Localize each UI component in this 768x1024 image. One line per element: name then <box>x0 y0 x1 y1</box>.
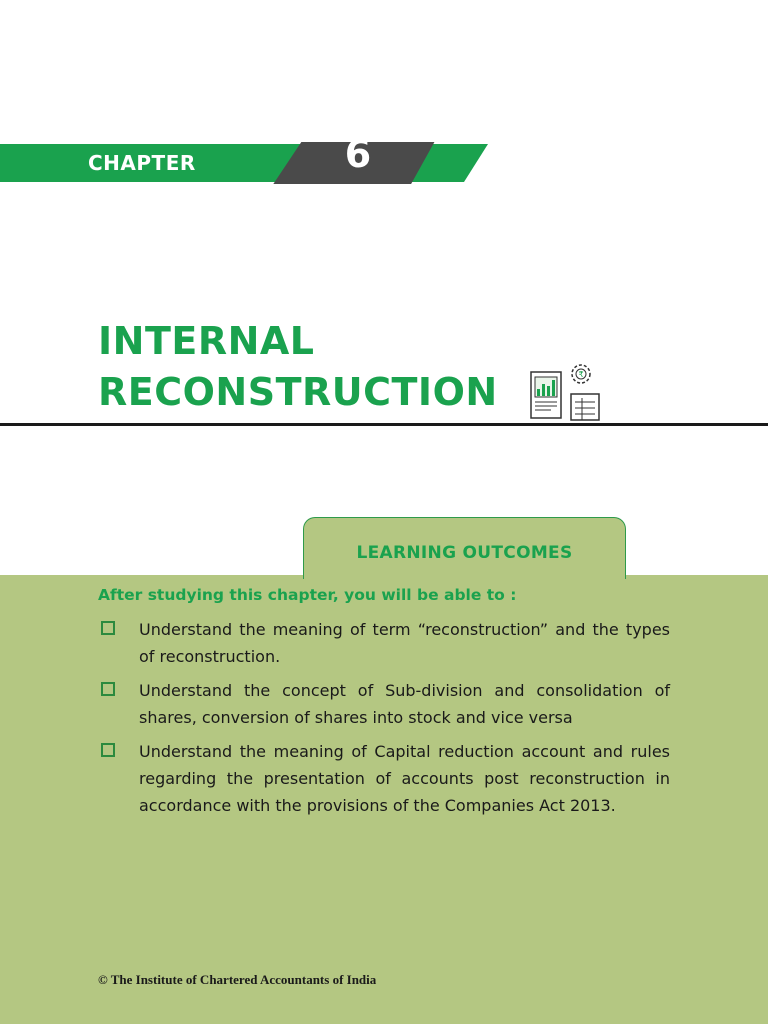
list-item <box>98 677 670 731</box>
learning-outcomes-heading: LEARNING OUTCOMES <box>356 543 573 563</box>
learning-outcomes-list <box>98 616 670 826</box>
chapter-label: CHAPTER <box>88 151 196 175</box>
chapter-number: 6 <box>344 132 372 176</box>
outcome-text: Understand the meaning of Capital reduction account and rules regarding the presentation of accounts post reconstruction in accordance with the provisions of the Companies Act 2013. <box>139 742 670 815</box>
checkbox-bullet-icon <box>101 621 115 635</box>
chapter-title-line-2: RECONSTRUCTION <box>98 370 498 414</box>
learning-outcomes-tab <box>303 517 626 579</box>
title-rule <box>0 423 768 426</box>
outcome-text: Understand the concept of Sub-division and consolidation of shares, conversion of shares into stock and vice versa <box>139 681 670 727</box>
copyright-footer: © The Institute of Chartered Accountants of India <box>98 972 377 987</box>
report-chart-gear-icon <box>526 360 606 428</box>
learning-outcomes-intro: After studying this chapter, you will be able to : <box>98 586 517 604</box>
list-item <box>98 616 670 670</box>
outcome-text: Understand the meaning of term “reconstruction” and the types of reconstruction. <box>139 620 670 666</box>
chapter-band-graphic <box>0 142 488 184</box>
checkbox-bullet-icon <box>101 743 115 757</box>
checkbox-bullet-icon <box>101 682 115 696</box>
list-item <box>98 738 670 819</box>
svg-text:₹: ₹ <box>578 370 584 379</box>
chapter-title-line-1: INTERNAL <box>98 319 315 363</box>
chapter-band <box>0 142 488 184</box>
chapter-title <box>98 316 498 418</box>
